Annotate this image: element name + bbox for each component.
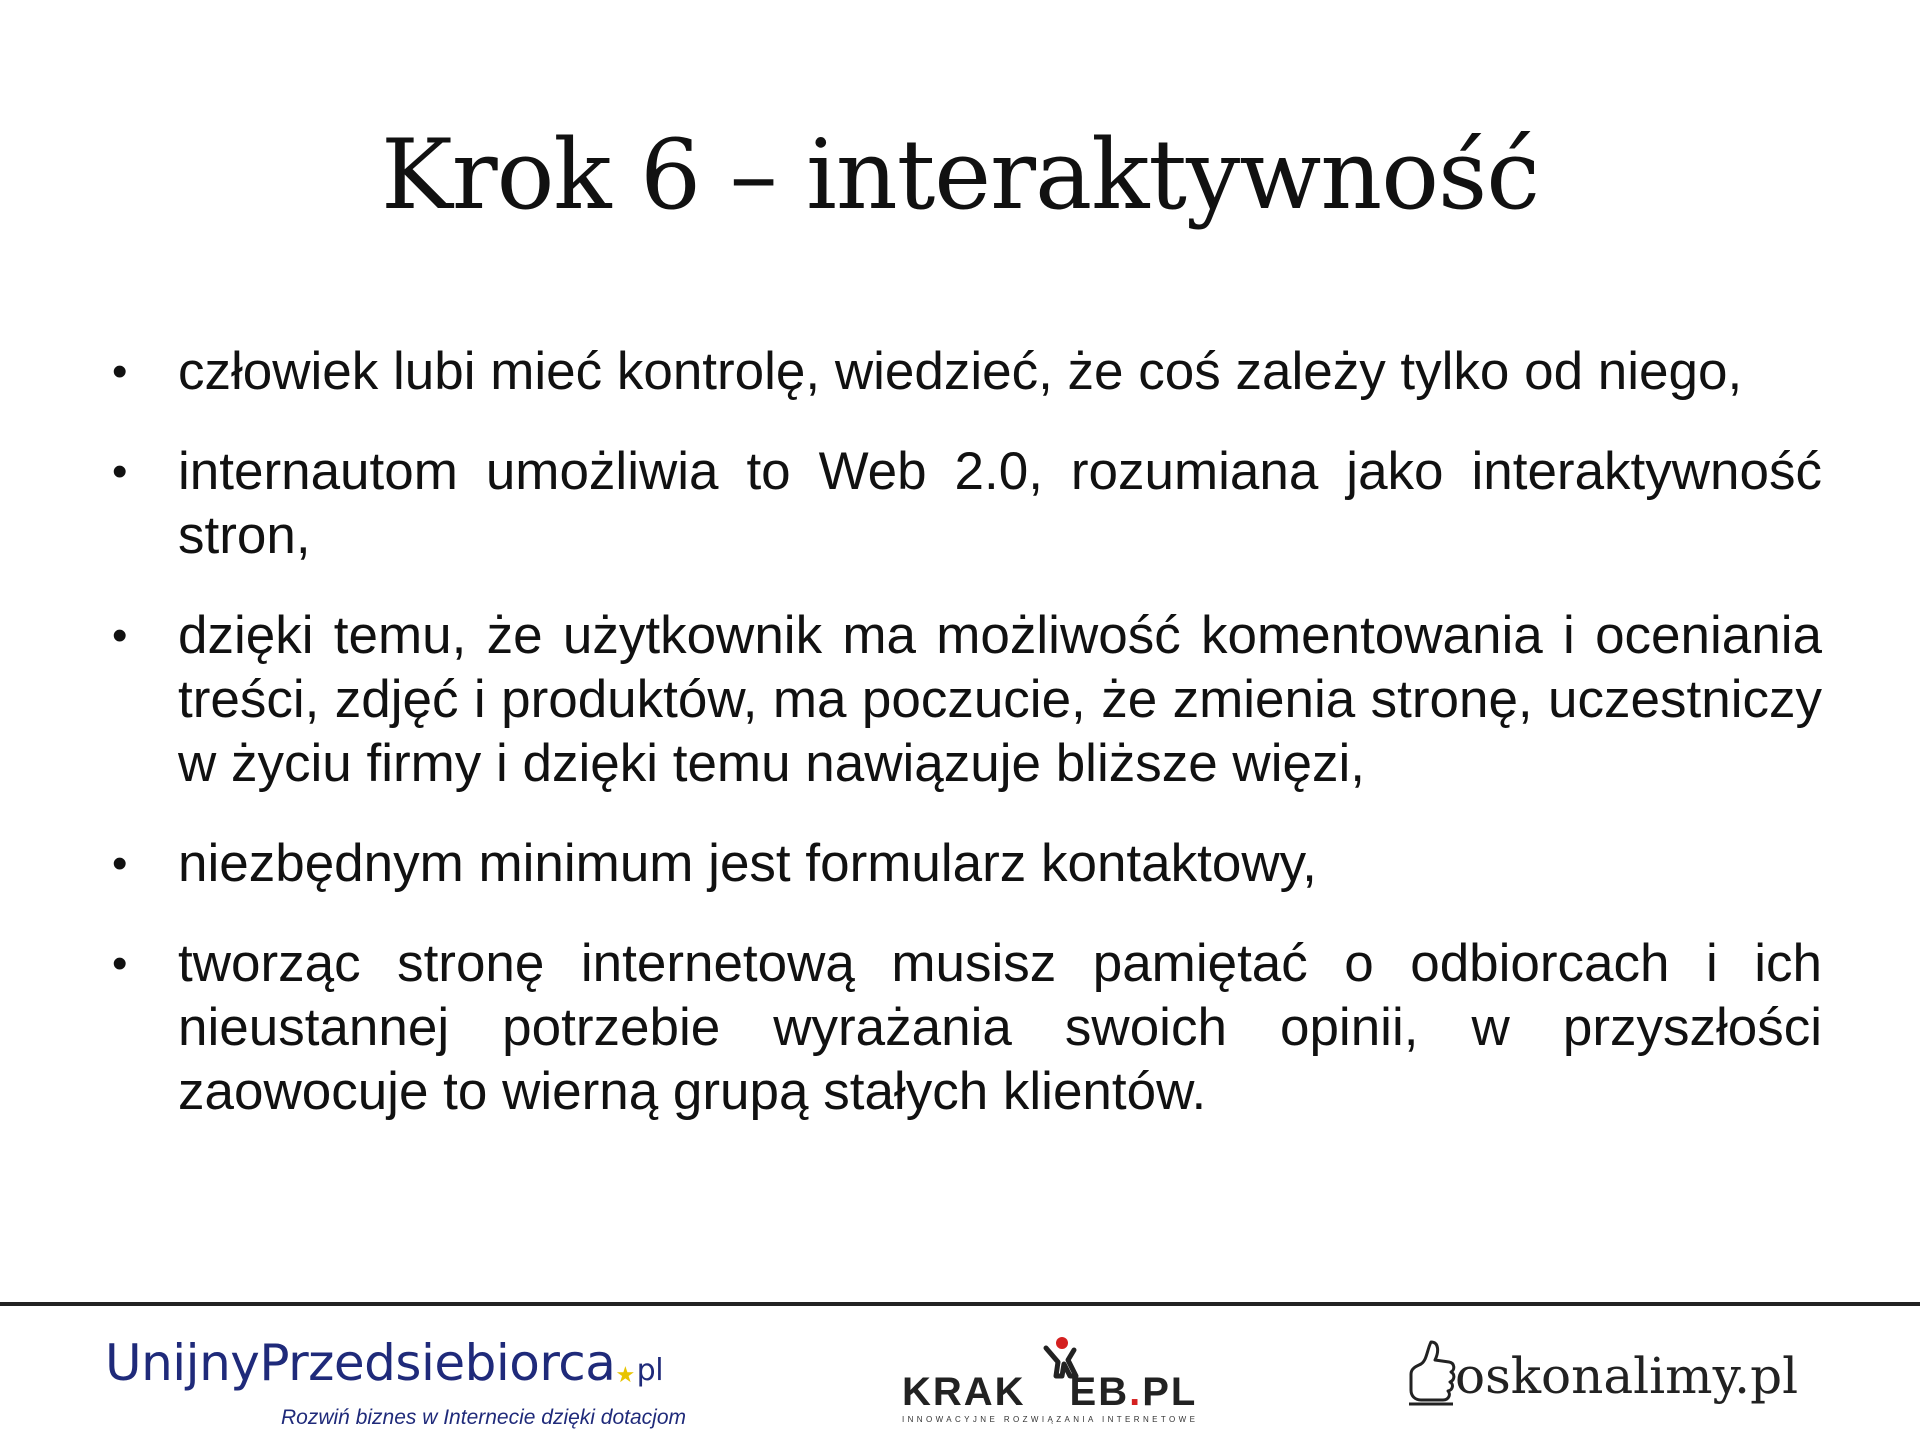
bullet-marker: • [112, 447, 128, 496]
bullet-text: dzięki temu, że użytkownik ma możliwość komentowania i oceniania treści, zdjęć i produktów, ma poczucie, że zmienia stronę, uczestniczy w życiu firmy i dzięki temu nawiązuje bliższe więzi, [178, 606, 1822, 793]
bullet-marker: • [112, 611, 128, 660]
krakweb-logo[interactable] [902, 1336, 1222, 1426]
bullet-item [112, 440, 1822, 568]
bullet-marker: • [112, 939, 128, 988]
krakweb-word-right: EB [1069, 1370, 1130, 1414]
krakweb-wordmark [902, 1372, 1197, 1412]
bullet-item [112, 340, 1822, 404]
doskonalimy-wordmark: oskonalimy.pl [1455, 1347, 1799, 1405]
bullet-item [112, 604, 1822, 796]
unijny-logo-wordmark [105, 1334, 686, 1405]
unijny-logo-name: UnijnyPrzedsiebiorca [105, 1334, 616, 1392]
unijny-logo-tagline: Rozwiń biznes w Internecie dzięki dotacjom [281, 1406, 687, 1429]
krakweb-tld: PL [1142, 1370, 1198, 1414]
bullet-item [112, 932, 1822, 1124]
krakweb-subtitle: INNOWACYJNE ROZWIĄZANIA INTERNETOWE [902, 1415, 1199, 1424]
star-icon: ★ [615, 1363, 635, 1388]
bullet-marker: • [112, 347, 128, 396]
krakweb-word-left: KRAK [902, 1370, 1026, 1414]
bullet-text: niezbędnym minimum jest formularz kontaktowy, [178, 834, 1317, 893]
footer [0, 1306, 1920, 1439]
bullet-marker: • [112, 839, 128, 888]
slide-title: Krok 6 – interaktywność [380, 119, 1540, 231]
unijny-przedsiebiorca-logo[interactable] [105, 1334, 686, 1431]
thumbs-up-icon [1405, 1338, 1457, 1410]
bullet-text: internautom umożliwia to Web 2.0, rozumiana jako interaktywność stron, [178, 442, 1822, 565]
bullet-item [112, 832, 1822, 896]
bullet-text: człowiek lubi mieć kontrolę, wiedzieć, że coś zależy tylko od niego, [178, 342, 1743, 401]
unijny-logo-suffix: pl [636, 1353, 664, 1388]
krakweb-dot: . [1129, 1370, 1143, 1414]
bullet-list [112, 340, 1822, 1160]
bullet-text: tworząc stronę internetową musisz pamiętać o odbiorcach i ich nieustannej potrzebie wyrażania swoich opinii, w przyszłości zaowocuje to wierną grupą stałych klientów. [178, 934, 1822, 1121]
